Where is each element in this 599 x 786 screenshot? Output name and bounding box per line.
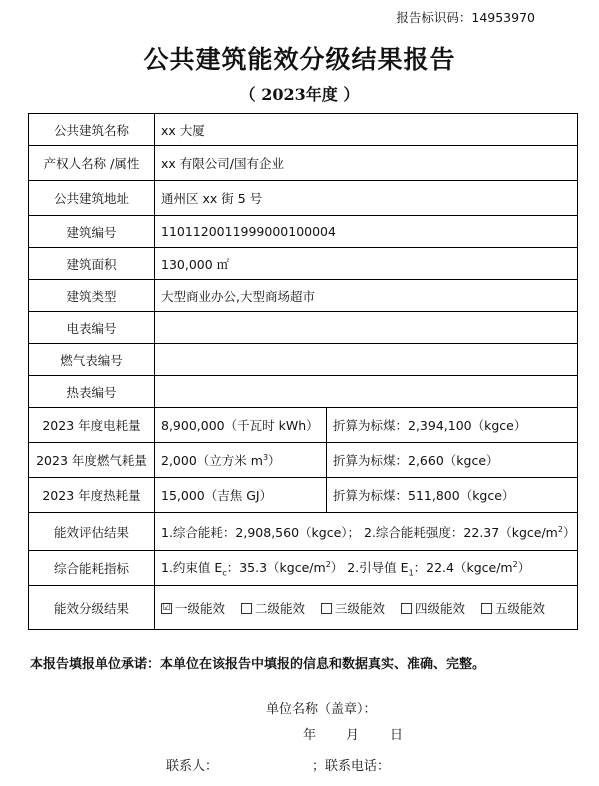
index-sub-2: 1 [408,568,414,578]
heat-coal-value: 折算为标煤：511,800（kgce） [327,478,578,513]
table-row [29,344,578,376]
page-title: 公共建筑能效分级结果报告 [143,45,456,74]
index-text-3: ） 2.引导值 E [330,560,409,576]
gas-consumption-value [155,443,327,478]
grading-options [155,586,578,630]
phone-label: ；联系电话： [312,759,391,774]
table-row [29,114,578,146]
address-value: 通州区 xx 街 5 号 [155,181,578,216]
index-sup-2: 2 [512,560,518,570]
index-sup-1: 2 [325,560,331,570]
grade-option-label: 二级能效 [255,600,306,616]
index-text-2: ：35.3（kgce/m [226,560,326,576]
grade-option-5[interactable] [481,599,545,617]
heat-meter-value [155,376,578,408]
table-row [29,248,578,280]
heat-consumption-value: 15,000（吉焦 GJ） [155,478,327,513]
grade-option-label: 一级能效 [175,600,226,616]
index-text-5: ） [517,560,531,576]
table-row [29,216,578,248]
address-label: 公共建筑地址 [29,181,155,216]
area-label: 建筑面积 [29,248,155,280]
table-row [29,376,578,408]
table-row [29,408,578,443]
table-row [29,443,578,478]
evaluation-suffix: ） [562,524,576,540]
table-row [29,280,578,312]
year-label: 年 [303,728,317,743]
checkbox-icon[interactable] [401,603,412,614]
building-number-label: 建筑编号 [29,216,155,248]
gas-value-text: 2,000（立方米 m [161,453,263,468]
area-value: 130,000 ㎡ [155,248,578,280]
checkbox-icon[interactable] [321,603,332,614]
grade-option-label: 三级能效 [335,600,386,616]
table-row [29,513,578,551]
index-label: 综合能耗指标 [29,551,155,586]
checkbox-icon[interactable] [241,603,252,614]
building-name-value: xx 大厦 [155,114,578,146]
gas-value-sup: 3 [262,452,269,462]
month-label: 月 [346,728,360,743]
elec-meter-label: 电表编号 [29,312,155,344]
elec-consumption-value: 8,900,000（千瓦时 kWh） [155,408,327,443]
table-row [29,551,578,586]
elec-meter-value [155,312,578,344]
elec-coal-value: 折算为标煤：2,394,100（kgce） [327,408,578,443]
grading-label: 能效分级结果 [29,586,155,630]
gas-meter-value [155,344,578,376]
building-number-value: 1101120011999000100004 [155,216,578,248]
gas-meter-label: 燃气表编号 [29,344,155,376]
report-table [28,113,578,630]
index-value [155,551,578,586]
unit-name-label: 单位名称（盖章）： [266,702,377,717]
table-row [29,586,578,630]
evaluation-sup: 2 [557,524,563,534]
table-row [29,478,578,513]
table-row [29,181,578,216]
report-id: 报告标识码：14953970 [396,10,535,25]
page-subtitle: （ 2023年度 ） [239,85,360,104]
building-name-label: 公共建筑名称 [29,114,155,146]
gas-consumption-label: 2023 年度燃气耗量 [29,443,155,478]
owner-value: xx 有限公司/国有企业 [155,146,578,181]
table-row [29,146,578,181]
gas-value-suffix: ） [268,453,281,468]
index-sub-1: c [222,568,227,578]
index-text-4: ：22.4（kgce/m [413,560,513,576]
elec-consumption-label: 2023 年度电耗量 [29,408,155,443]
owner-label: 产权人名称 /属性 [29,146,155,181]
heat-consumption-label: 2023 年度热耗量 [29,478,155,513]
grade-option-2[interactable] [241,599,305,617]
grade-option-label: 四级能效 [415,600,466,616]
checked-checkbox-icon[interactable]: ☑ [162,602,171,613]
gas-coal-value: 折算为标煤：2,660（kgce） [327,443,578,478]
evaluation-text: 1.综合能耗：2,908,560（kgce）； 2.综合能耗强度：22.37（kgce/m [161,524,558,540]
heat-meter-label: 热表编号 [29,376,155,408]
grade-option-4[interactable] [401,599,465,617]
evaluation-label: 能效评估结果 [29,513,155,551]
building-type-label: 建筑类型 [29,280,155,312]
grade-option-3[interactable] [321,599,385,617]
grade-option-label: 五级能效 [495,600,546,616]
table-row [29,312,578,344]
contact-label: 联系人： [166,759,219,774]
evaluation-value [155,513,578,551]
day-label: 日 [390,728,404,743]
checkbox-icon[interactable] [481,603,492,614]
commitment-statement: 本报告填报单位承诺：本单位在该报告中填报的信息和数据真实、准确、完整。 [30,657,486,672]
building-type-value: 大型商业办公,大型商场超市 [155,280,578,312]
index-text-1: 1.约束值 E [161,560,223,576]
grade-option-1[interactable] [161,599,225,617]
